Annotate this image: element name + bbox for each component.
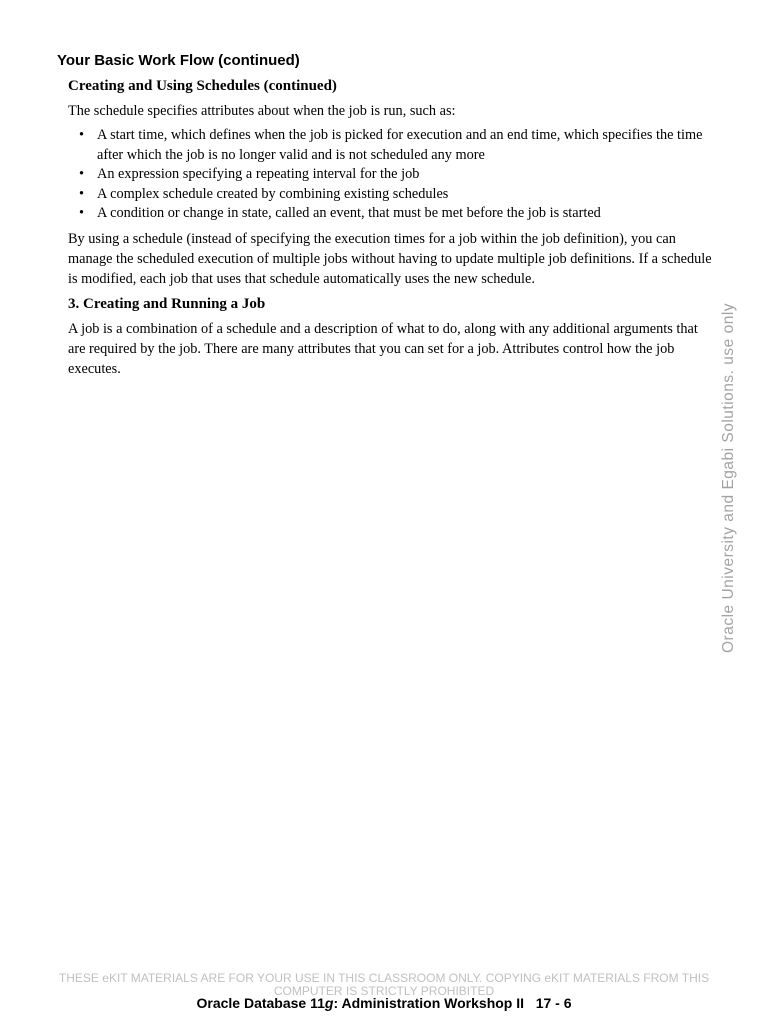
page-number: 17 - 6 [535, 995, 572, 1011]
list-item: • An expression specifying a repeating interval for the job [97, 165, 718, 185]
course-name-prefix: Oracle Database 11 [196, 995, 325, 1011]
job-paragraph: A job is a combination of a schedule and a description of what to do, along with any additional arguments that are required by the job. There are many attributes that you can set for a job. Attributes control how the job executes. [68, 320, 698, 377]
course-name-italic: g [324, 995, 334, 1011]
section-heading-job: 3. Creating and Running a Job [68, 295, 266, 312]
page-title: Your Basic Work Flow (continued) [57, 52, 300, 69]
schedule-attributes-list [68, 126, 718, 224]
footer-notice-line: THESE eKIT MATERIALS ARE FOR YOUR USE IN THIS CLASSROOM ONLY. COPYING eKIT MATERIALS FROM THIS [58, 971, 710, 985]
side-watermark: Oracle University and Egabi Solutions. use only [720, 302, 737, 654]
footer-notice-line: COMPUTER IS STRICTLY PROHIBITED [273, 984, 495, 998]
document-body [68, 76, 718, 384]
schedules-paragraph: By using a schedule (instead of specifying the execution times for a job within the job definition), you can manage the scheduled execution of multiple jobs without having to update multiple job definitions. If a schedule is modified, each job that uses that schedule automatically uses the new schedule. [68, 230, 712, 287]
course-name-suffix: : Administration Workshop II [333, 995, 525, 1011]
list-item: • A complex schedule created by combining existing schedules [97, 185, 718, 205]
footer-course-title [0, 995, 768, 1011]
schedules-intro: The schedule specifies attributes about when the job is run, such as: [68, 103, 456, 119]
section-heading-schedules: Creating and Using Schedules (continued) [68, 78, 337, 94]
list-item: • A condition or change in state, called an event, that must be met before the job is started [97, 204, 718, 224]
list-item: • A start time, which defines when the job is picked for execution and an end time, which specifies the time after which the job is no longer valid and is not scheduled any more [97, 126, 718, 165]
